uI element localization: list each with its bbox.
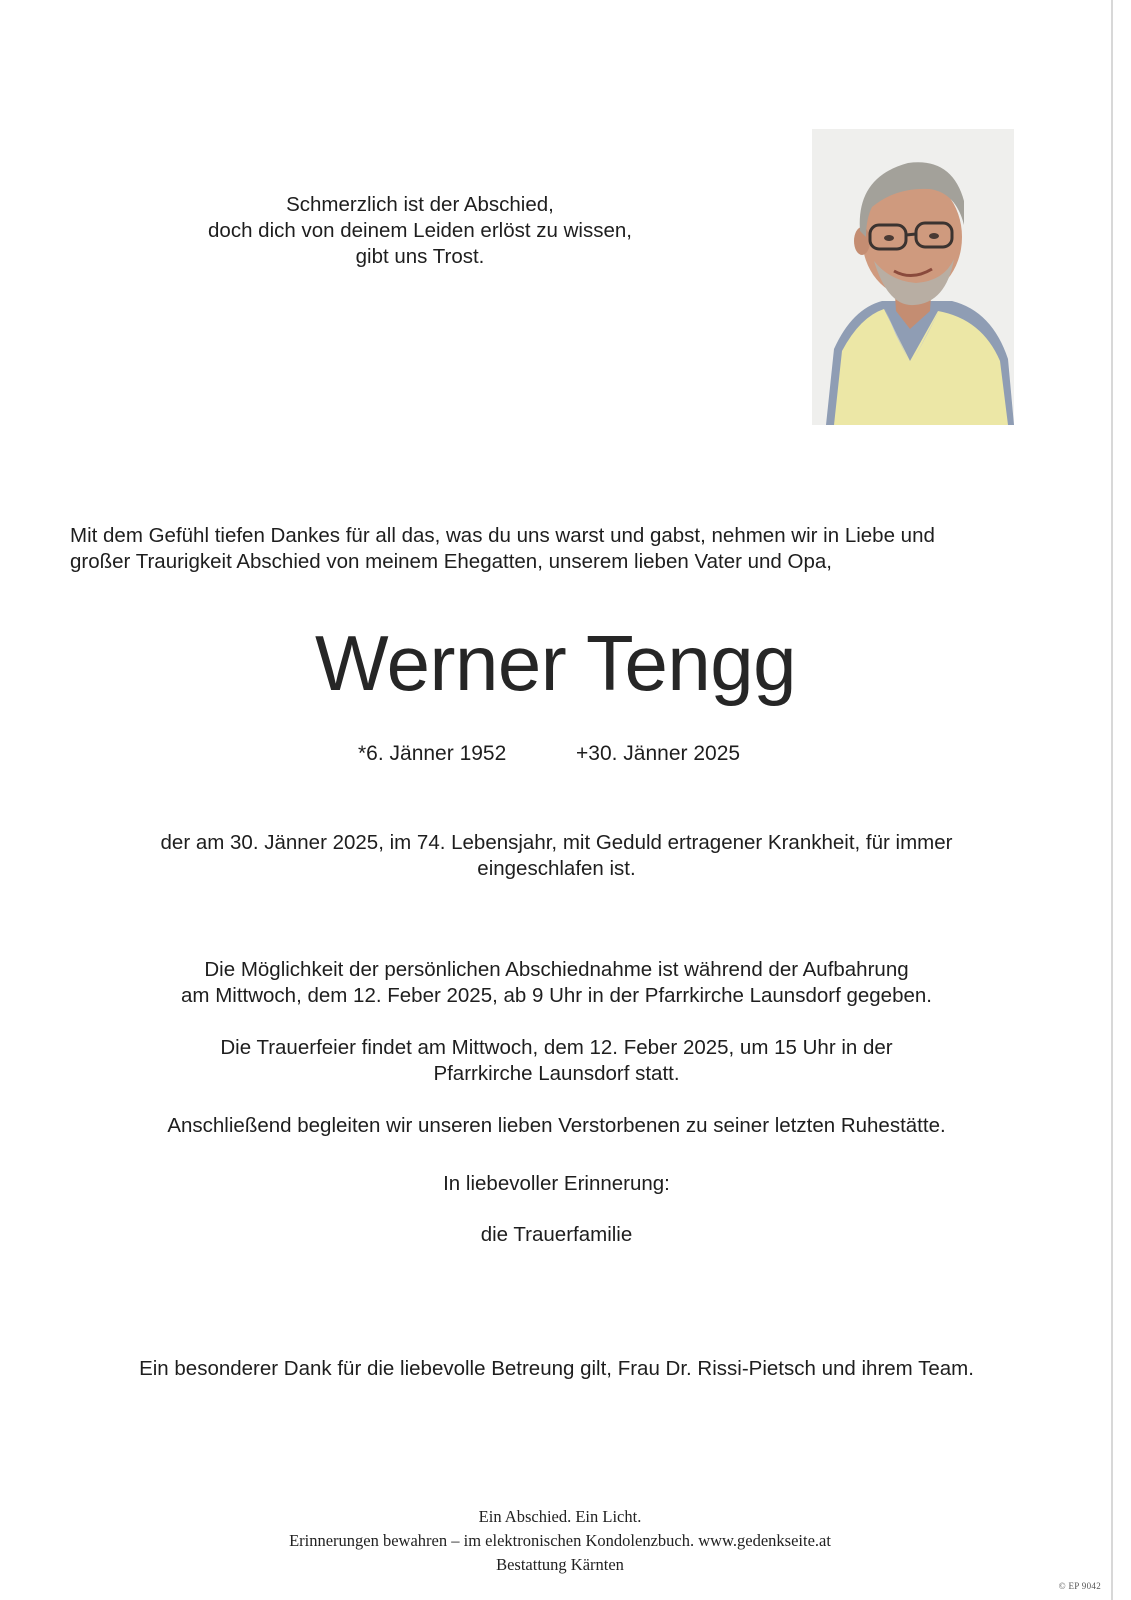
passing-line: eingeschlafen ist.: [477, 857, 636, 880]
viewing-line: Die Möglichkeit der persönlichen Abschiednahme ist während der Aufbahrung: [204, 958, 909, 981]
passing-line: der am 30. Jänner 2025, im 74. Lebensjahr, mit Geduld ertragener Krankheit, für immer: [160, 831, 953, 854]
family-line: die Trauerfamilie: [480, 1223, 633, 1246]
remembrance-line: In liebevoller Erinnerung:: [443, 1172, 670, 1195]
footer: [0, 1505, 1120, 1577]
portrait-illustration: [812, 129, 1014, 425]
motto-line: Schmerzlich ist der Abschied,: [286, 193, 554, 216]
document-code: © EP 9042: [1058, 1581, 1101, 1591]
intro-text: [70, 523, 1050, 575]
intro-line: großer Traurigkeit Abschied von meinem Ehegatten, unserem lieben Vater und Opa,: [70, 550, 832, 573]
portrait-photo: [812, 129, 1014, 425]
passing-text: [80, 830, 1033, 882]
motto-line: gibt uns Trost.: [355, 245, 485, 268]
remembrance-text: [80, 1171, 1033, 1197]
death-date: +30. Jänner 2025: [576, 742, 741, 765]
footer-company: Bestattung Kärnten: [496, 1555, 624, 1574]
footer-condolence-link: Erinnerungen bewahren – im elektronischen Kondolenzbuch. www.gedenkseite.at: [289, 1531, 831, 1550]
birth-date: *6. Jänner 1952: [358, 742, 507, 765]
ceremony-line: Die Trauerfeier findet am Mittwoch, dem 12. Feber 2025, um 15 Uhr in der: [220, 1036, 893, 1059]
deceased-name: Werner Tengg: [314, 619, 797, 707]
family-signature: [80, 1222, 1033, 1248]
thanks-text: [60, 1356, 1053, 1382]
viewing-line: am Mittwoch, dem 12. Feber 2025, ab 9 Uhr in der Pfarrkirche Launsdorf gegeben.: [181, 984, 932, 1007]
viewing-info: [80, 957, 1033, 1009]
motto: [150, 192, 690, 270]
footer-tagline: Ein Abschied. Ein Licht.: [478, 1507, 642, 1526]
ceremony-line: Pfarrkirche Launsdorf statt.: [433, 1062, 680, 1085]
burial-info: [80, 1113, 1033, 1139]
ceremony-info: [80, 1035, 1033, 1087]
motto-line: doch dich von deinem Leiden erlöst zu wissen,: [208, 219, 632, 242]
thanks-line: Ein besonderer Dank für die liebevolle Betreung gilt, Frau Dr. Rissi-Pietsch und ihrem Team.: [139, 1357, 974, 1380]
intro-line: Mit dem Gefühl tiefen Dankes für all das, was du uns warst und gabst, nehmen wir in Liebe und: [70, 524, 935, 547]
burial-line: Anschließend begleiten wir unseren lieben Verstorbenen zu seiner letzten Ruhestätte.: [167, 1114, 946, 1137]
page-edge: [1111, 0, 1113, 1600]
